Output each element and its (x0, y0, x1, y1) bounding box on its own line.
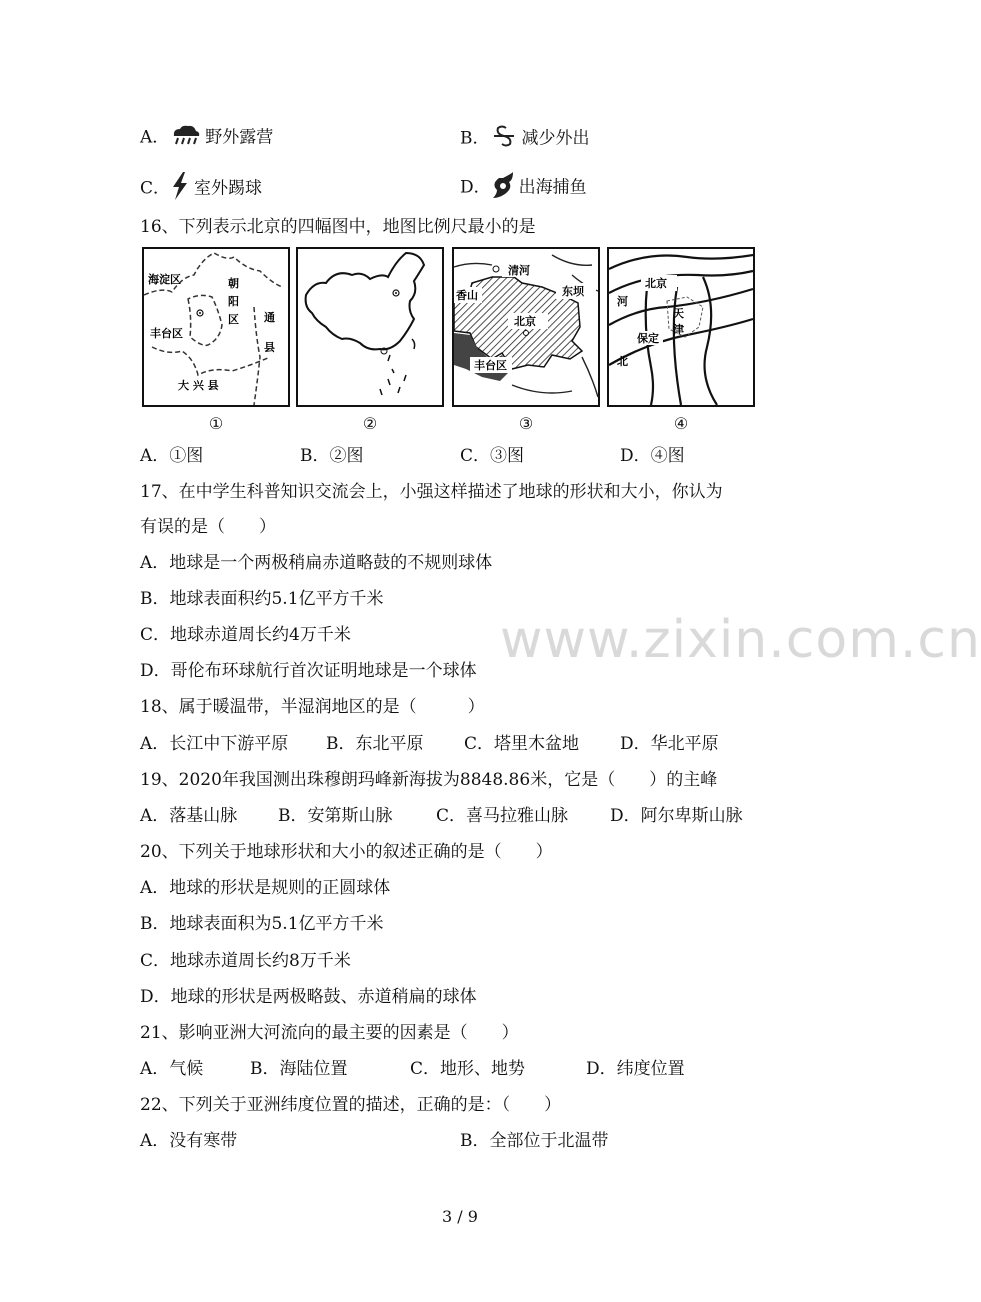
q22-option-a: A．没有寒带 (140, 1131, 238, 1151)
map-2-caption: ② (362, 414, 378, 433)
q17-option-b: B．地球表面积约5.1亿平方千米 (140, 589, 384, 609)
watermark: www.zixin.com.cn (500, 610, 981, 670)
q16-option-d: D．④图 (620, 446, 685, 466)
map-1-caption: ① (208, 414, 224, 433)
map-3-caption: ③ (518, 414, 534, 433)
q21-option-a: A．气候 (140, 1059, 204, 1079)
q20-option-b: B．地球表面积为5.1亿平方千米 (140, 914, 384, 934)
map-2 (296, 247, 444, 407)
q18-option-b: B．东北平原 (326, 734, 424, 754)
svg-text:天: 天 (673, 307, 684, 320)
q20-option-d: D．地球的形状是两极略鼓、赤道稍扁的球体 (140, 987, 477, 1007)
q15-option-b: B． 减少外出 (460, 124, 590, 154)
q16-option-c: C．③图 (460, 446, 525, 466)
svg-text:北: 北 (617, 355, 628, 368)
q18-option-d: D．华北平原 (620, 734, 719, 754)
map-4 (607, 247, 755, 407)
q18-option-a: A．长江中下游平原 (140, 734, 289, 754)
lightning-icon (170, 172, 190, 206)
q22-option-b: B．全部位于北温带 (460, 1131, 609, 1151)
q21-option-c: C．地形、地势 (410, 1059, 526, 1079)
svg-text:保定: 保定 (637, 332, 659, 345)
svg-text:丰台区: 丰台区 (150, 327, 183, 340)
q18-option-c: C．塔里木盆地 (464, 734, 580, 754)
page-number: 3 / 9 (442, 1207, 478, 1226)
q16-option-a: A．①图 (140, 446, 204, 466)
svg-text:东坝: 东坝 (562, 285, 584, 298)
svg-text:大 兴 县: 大 兴 县 (178, 379, 219, 392)
svg-text:北京: 北京 (514, 315, 536, 328)
svg-text:津: 津 (673, 323, 684, 336)
q16-stem: 16、下列表示北京的四幅图中，地图比例尺最小的是 (140, 217, 536, 237)
svg-text:清河: 清河 (508, 264, 530, 277)
q18-stem: 18、属于暖温带，半湿润地区的是（ ） (140, 697, 485, 717)
q17-stem-line2: 有误的是（ ） (140, 517, 276, 537)
q22-stem: 22、下列关于亚洲纬度位置的描述，正确的是：（ ） (140, 1095, 562, 1115)
svg-text:阳: 阳 (228, 295, 239, 308)
q19-option-d: D．阿尔卑斯山脉 (610, 806, 743, 826)
gale-icon (490, 124, 518, 154)
q19-stem: 19、2020年我国测出珠穆朗玛峰新海拔为8848.86米，它是（ ）的主峰 (140, 770, 718, 790)
q21-option-b: B．海陆位置 (250, 1059, 348, 1079)
q15-option-a: A． 野外露营 (140, 124, 273, 152)
q21-option-d: D．纬度位置 (586, 1059, 685, 1079)
q15-option-d: D． 出海捕鱼 (460, 172, 587, 204)
svg-text:河: 河 (617, 295, 628, 308)
rain-cloud-icon (169, 124, 201, 152)
map-1 (142, 247, 290, 407)
q16-option-b: B．②图 (300, 446, 364, 466)
map-3 (452, 247, 600, 407)
q17-option-d: D．哥伦布环球航行首次证明地球是一个球体 (140, 661, 477, 681)
q19-option-c: C．喜马拉雅山脉 (436, 806, 569, 826)
q20-option-a: A．地球的形状是规则的正圆球体 (140, 878, 391, 898)
q19-option-a: A．落基山脉 (140, 806, 238, 826)
svg-text:北京: 北京 (645, 277, 667, 290)
svg-text:海淀区: 海淀区 (148, 273, 181, 286)
q19-option-b: B．安第斯山脉 (278, 806, 393, 826)
svg-text:朝: 朝 (228, 277, 239, 290)
q21-stem: 21、影响亚洲大河流向的最主要的因素是（ ） (140, 1023, 519, 1043)
map-4-caption: ④ (673, 414, 689, 433)
svg-text:区: 区 (228, 313, 239, 326)
q20-stem: 20、下列关于地球形状和大小的叙述正确的是（ ） (140, 842, 553, 862)
typhoon-icon (491, 172, 515, 204)
q20-option-c: C．地球赤道周长约8万千米 (140, 951, 351, 971)
svg-text:通: 通 (264, 311, 275, 324)
svg-text:丰台区: 丰台区 (474, 359, 507, 372)
q17-option-a: A．地球是一个两极稍扁赤道略鼓的不规则球体 (140, 553, 493, 573)
svg-text:县: 县 (264, 341, 275, 354)
q17-stem-line1: 17、在中学生科普知识交流会上，小强这样描述了地球的形状和大小，你认为 (140, 482, 723, 502)
q17-option-c: C．地球赤道周长约4万千米 (140, 625, 351, 645)
q15-option-c: C． 室外踢球 (140, 172, 262, 206)
svg-text:香山: 香山 (456, 289, 478, 302)
